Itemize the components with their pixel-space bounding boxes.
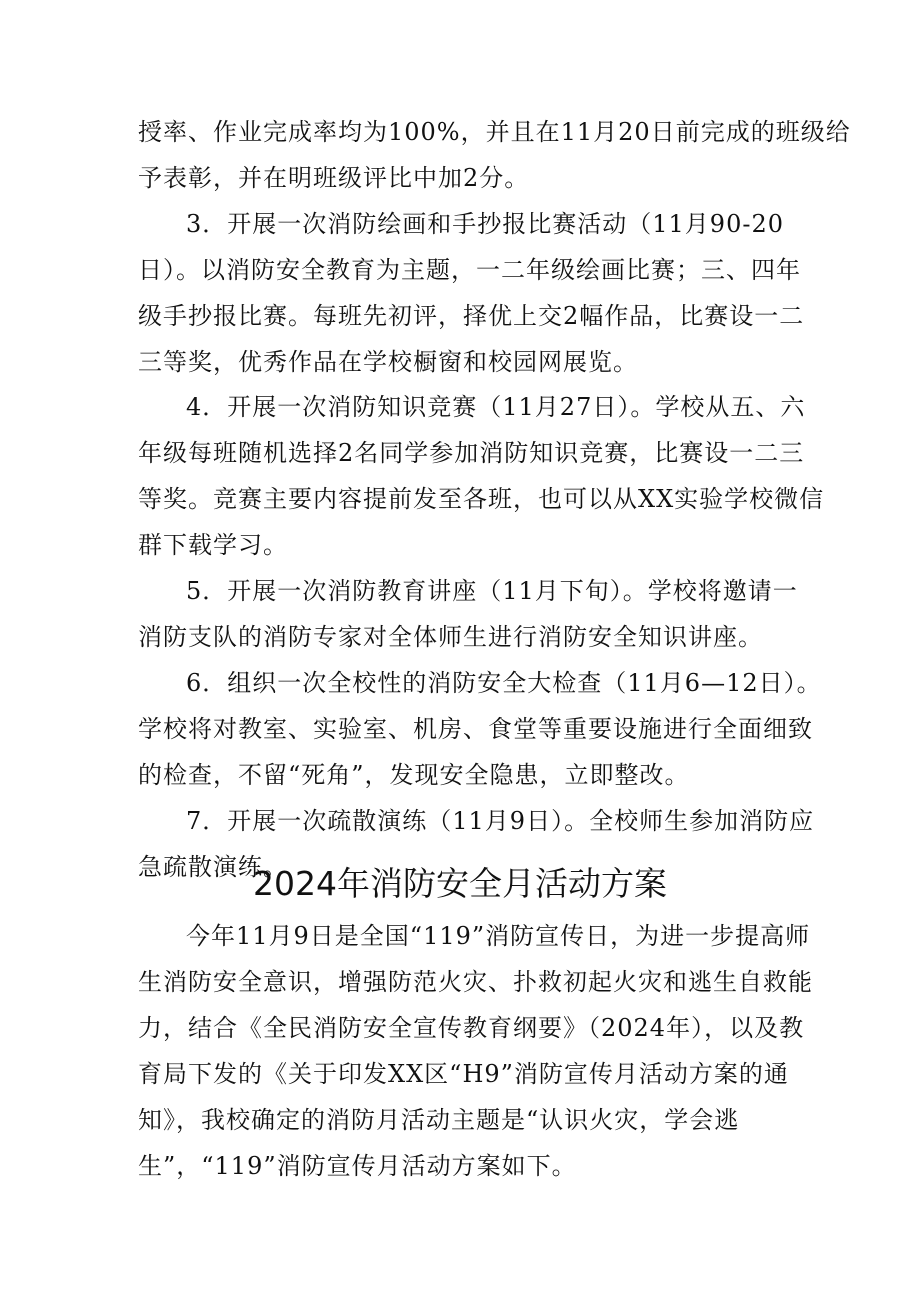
intro-line-5: 知》，我校确定的消防月活动主题是“认识火灾，学会逃 xyxy=(138,1106,740,1134)
item-3-line-3: 级手抄报比赛。每班先初评，择优上交2幅作品，比赛设一二 xyxy=(138,302,805,330)
item-4-line-2: 年级每班随机选择2名同学参加消防知识竞赛，比赛设一二三 xyxy=(138,439,805,467)
item-3-line-2: 日）。以消防安全教育为主题，一二年级绘画比赛；三、四年 xyxy=(138,256,801,284)
item-7-line-1: 7．开展一次疏散演练（11月9日）。全校师生参加消防应 xyxy=(186,807,815,835)
item-6-line-1: 6．组织一次全校性的消防安全大检查（11月6—12日）。 xyxy=(186,669,822,697)
item-6-line-3: 的检查，不留“死角”，发现安全隐患，立即整改。 xyxy=(138,761,690,789)
paragraph-line-2: 予表彰，并在明班级评比中加2分。 xyxy=(138,164,530,192)
intro-line-3: 力，结合《全民消防安全宣传教育纲要》（2024年），以及教 xyxy=(138,1014,805,1042)
intro-line-2: 生消防安全意识，增强防范火灾、扑救初起火灾和逃生自救能 xyxy=(138,968,813,996)
intro-line-4: 育局下发的《关于印发XX区“H9”消防宣传月活动方案的通 xyxy=(138,1060,789,1088)
item-4-line-4: 群下载学习。 xyxy=(138,531,288,559)
paragraph-line-1: 授率、作业完成率均为100%，并且在11月20日前完成的班级给 xyxy=(138,118,851,146)
intro-line-1: 今年11月9日是全国“119”消防宣传日，为进一步提高师 xyxy=(186,922,811,950)
item-3-line-4: 三等奖，优秀作品在学校橱窗和校园网展览。 xyxy=(138,348,638,376)
item-3-line-1: 3．开展一次消防绘画和手抄报比赛活动（11月90-20 xyxy=(186,210,784,238)
item-5-line-1: 5．开展一次消防教育讲座（11月下旬）。学校将邀请一 xyxy=(186,577,798,605)
item-5-line-2: 消防支队的消防专家对全体师生进行消防安全知识讲座。 xyxy=(138,623,763,651)
item-4-line-1: 4．开展一次消防知识竞赛（11月27日）。学校从五、六 xyxy=(186,393,806,421)
section-title: 2024年消防安全月活动方案 xyxy=(253,864,667,903)
item-7-line-2: 急疏散演练。 xyxy=(138,853,288,881)
item-4-line-3: 等奖。竞赛主要内容提前发至各班，也可以从XX实验学校微信 xyxy=(138,485,825,513)
item-6-line-2: 学校将对教室、实验室、机房、食堂等重要设施进行全面细致 xyxy=(138,715,813,743)
intro-line-6: 生”，“119”消防宣传月活动方案如下。 xyxy=(138,1152,577,1180)
